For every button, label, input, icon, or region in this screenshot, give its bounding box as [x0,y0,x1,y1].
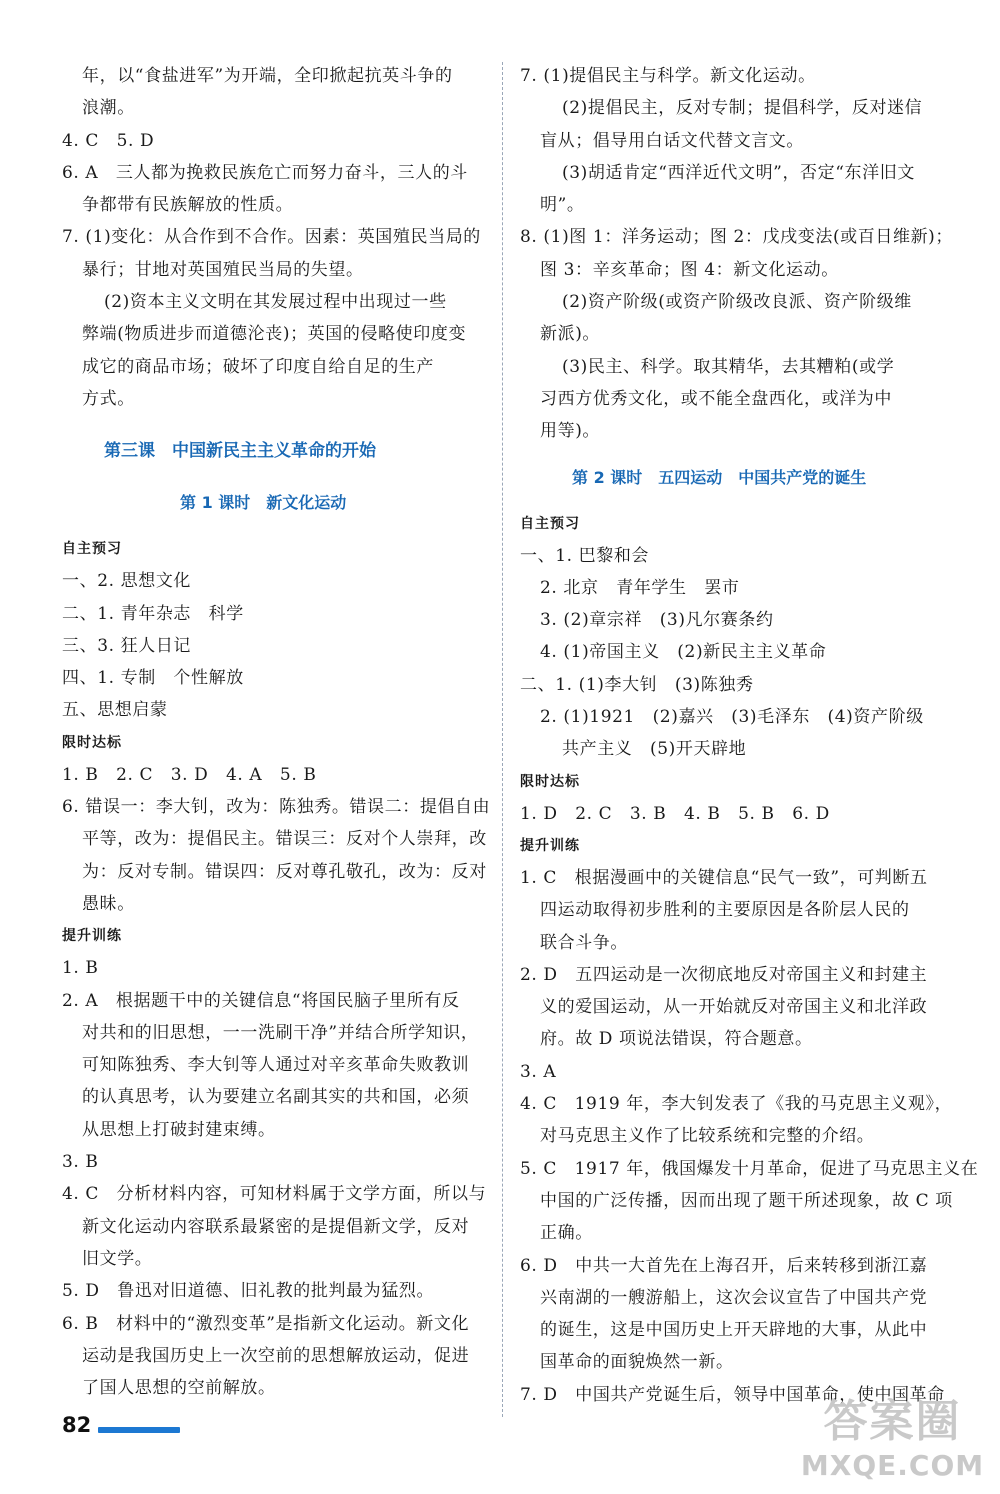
watermark-text: 答案圈 [823,1396,962,1447]
section-label-timed: 限时达标 [62,734,122,751]
text-line: 从思想上打破封建束缚。 [82,1119,276,1140]
answer-line: 2. D 五四运动是一次彻底地反对帝国主义和封建主 [520,964,928,985]
text-line: 的认真思考，认为要建立名副其实的共和国，必须 [82,1087,470,1108]
text-line: 兴南湖的一艘游船上，这次会议宣告了中国共产党 [540,1287,928,1308]
text-line: 盲从；倡导用白话文代替文言文。 [540,130,804,151]
answer-line: 4. (1)帝国主义 (2)新民主主义革命 [540,642,827,663]
answer-line: 四、1. 专制 个性解放 [62,668,244,689]
section-label-improve: 提升训练 [62,928,122,945]
text-line: 共产主义 (5)开天辟地 [562,739,747,760]
answer-line: 6. 错误一：李大钊，改为：陈独秀。错误二：提倡自由 [62,797,491,818]
text-line: (2)提倡民主，反对专制；提倡科学，反对迷信 [562,98,923,119]
text-line: (3)民主、科学。取其精华，去其糟粕(或学 [562,356,895,377]
answer-line: 二、1. (1)李大钊 (3)陈独秀 [520,674,754,695]
answer-line: 5. D 鲁迅对旧道德、旧礼教的批判最为猛烈。 [62,1281,435,1302]
page-number: 82 [62,1413,92,1437]
answer-line: 7. (1)提倡民主与科学。新文化运动。 [520,66,816,86]
text-line: (3)胡适肯定“西洋近代文明”，否定“东洋旧文 [562,162,915,183]
text-line: 对马克思主义作了比较系统和完整的介绍。 [540,1126,875,1147]
answer-line: 2. 北京 青年学生 罢市 [540,577,740,598]
text-line: 正确。 [540,1223,593,1244]
right-column [520,60,979,1411]
text-line: 弊端(物质进步而道德沦丧)；英国的侵略使印度变 [82,324,467,345]
text-line: 联合斗争。 [540,932,628,953]
answer-line: 6. D 中共一大首先在上海召开，后来转移到浙江嘉 [520,1255,928,1276]
chapter-title: 第三课 中国新民主主义革命的开始 [104,441,376,462]
text-line: 义的爱国运动，从一开始就反对帝国主义和北洋政 [540,997,928,1018]
text-line: 图 3：辛亥革命；图 4：新文化运动。 [540,259,839,280]
answer-line: 1. C 根据漫画中的关键信息“民气一致”，可判断五 [520,867,928,888]
text-line: 浪潮。 [82,98,135,119]
text-line: 府。故 D 项说法错误，符合题意。 [540,1029,813,1050]
left-column [62,60,491,1404]
answer-line: 2. (1)1921 (2)嘉兴 (3)毛泽东 (4)资产阶级 [540,707,924,728]
text-line: 的诞生，这是中国历史上开天辟地的大事，从此中 [540,1320,928,1341]
answer-line: 三、3. 狂人日记 [62,635,192,656]
lesson-title: 第 1 课时 新文化运动 [180,493,347,513]
text-line: 为：反对专制。错误四：反对尊孔敬孔，改为：反对 [82,861,487,882]
text-line: 中国的广泛传播，因而出现了题干所述现象，故 C 项 [540,1190,953,1211]
answer-line: 7. (1)变化：从合作到不合作。因素：英国殖民当局的 [62,227,481,248]
column-divider [502,62,503,1417]
section-label-improve: 提升训练 [520,837,580,854]
text-line: 可知陈独秀、李大钊等人通过对辛亥革命失败教训 [82,1055,470,1076]
text-line: 习西方优秀文化，或不能全盘西化，或洋为中 [540,388,892,409]
text-line: 年，以“食盐进军”为开端，全印掀起抗英斗争的 [82,66,453,86]
text-line: 争都带有民族解放的性质。 [82,195,294,216]
answer-line: 一、1. 巴黎和会 [520,545,650,566]
answer-line: 一、2. 思想文化 [62,571,192,592]
answer-line: 6. A 三人都为挽救民族危亡而努力奋斗，三人的斗 [62,162,468,183]
answer-line: 7. D 中国共产党诞生后，领导中国革命，使中国革命 [520,1384,945,1405]
text-line: 旧文学。 [82,1248,153,1269]
text-line: 新派)。 [540,324,601,345]
answer-line: 1. D 2. C 3. B 4. B 5. B 6. D [520,803,830,824]
text-line: 成它的商品市场；破坏了印度自给自足的生产 [82,356,434,377]
section-label-preview: 自主预习 [520,515,580,532]
text-line: 明”。 [540,195,585,216]
answer-line: 1. B [62,958,99,979]
text-line: 愚昧。 [82,893,135,914]
page-number-bar [98,1427,180,1433]
answer-line: 2. A 根据题干中的关键信息“将国民脑子里所有反 [62,990,460,1011]
answer-line: 5. C 1917 年，俄国爆发十月革命，促进了马克思主义在 [520,1158,979,1179]
answer-line: 3. A [520,1061,557,1082]
text-line: 方式。 [82,388,135,409]
text-line: 暴行；甘地对英国殖民当局的失望。 [82,259,364,280]
answer-line: 1. B 2. C 3. D 4. A 5. B [62,764,317,785]
section-label-timed: 限时达标 [520,773,580,790]
answer-line: 8. (1)图 1：洋务运动；图 2：戊戌变法(或百日维新)； [520,227,954,248]
text-line: 对共和的旧思想，一一洗刷干净”并结合所学知识， [82,1022,479,1043]
answer-line: 4. C 分析材料内容，可知材料属于文学方面，所以与 [62,1184,487,1205]
text-line: (2)资产阶级(或资产阶级改良派、资产阶级维 [562,292,912,313]
text-line: 了国人思想的空前解放。 [82,1378,276,1399]
lesson-title: 第 2 课时 五四运动 中国共产党的诞生 [572,467,867,487]
text-line: 用等)。 [540,421,601,442]
watermark-url: MXQE.COM [800,1449,985,1482]
answer-line: 4. C 5. D [62,130,155,151]
text-line: 国革命的面貌焕然一新。 [540,1352,734,1373]
text-line: 运动是我国历史上一次空前的思想解放运动，促进 [82,1345,470,1366]
text-line: 四运动取得初步胜利的主要原因是各阶层人民的 [540,900,910,921]
text-line: (2)资本主义文明在其发展过程中出现过一些 [104,292,447,313]
answer-line: 二、1. 青年杂志 科学 [62,603,244,624]
answer-line: 3. B [62,1152,99,1173]
answer-line: 五、思想启蒙 [62,700,168,721]
answer-line: 6. B 材料中的“激烈变革”是指新文化运动。新文化 [62,1313,470,1334]
text-line: 新文化运动内容联系最紧密的是提倡新文学，反对 [82,1216,470,1237]
answer-line: 3. (2)章宗祥 (3)凡尔赛条约 [540,610,774,631]
section-label-preview: 自主预习 [62,541,122,558]
watermark-logo [790,1396,995,1492]
text-line: 平等，改为：提倡民主。错误三：反对个人崇拜，改 [82,829,487,850]
answer-line: 4. C 1919 年，李大钊发表了《我的马克思主义观》， [520,1094,953,1115]
